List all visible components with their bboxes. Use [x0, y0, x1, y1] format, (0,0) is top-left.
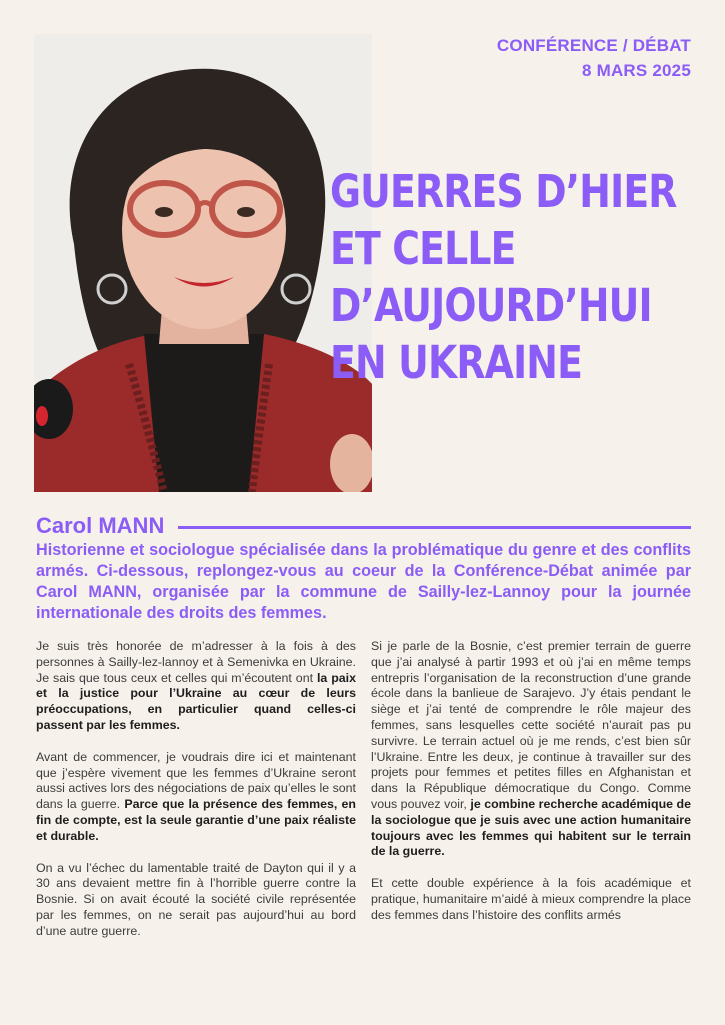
portrait-illustration: [34, 34, 372, 492]
left-column: [36, 639, 356, 956]
left-p2-bold: Parce que la présence des femmes, en fin de compte, est la seule garantie d’une paix réaliste et durable.: [36, 797, 356, 843]
left-p1-bold: la paix et la justice pour l’Ukraine au cœur de leurs préoccupations, en particulier quand celles-ci passent par les femmes.: [36, 670, 356, 732]
left-paragraph-1: [36, 639, 356, 734]
right-paragraph-1: [371, 639, 691, 860]
divider: [178, 526, 691, 529]
right-p1-bold: je combine recherche académique de la sociologue que je suis avec une action humanitaire toujours avec les femmes qui habitent sur le terrain de la guerre.: [371, 796, 691, 859]
intro-paragraph: Historienne et sociologue spécialisée dans la problématique du genre et des conflits armés. Ci-dessous, replongez-vous au coeur de la Conférence-Débat animée par Carol MANN, organisée par la commune de Sailly-lez-Lannoy pour la journée internationale des droits des femmes.: [36, 541, 691, 622]
right-p1-text: Si je parle de la Bosnie, c’est premier terrain de guerre que j’ai analysé à partir 1993 et où j’ai en même temps entrepris l’organisation de la reconstruction d’une grande école dans la banlieue de Sarajevo. J’y étais pendant le siège et j’ai tenté de comprendre le rôle majeur des femmes, sans lesquelles cette société n’aurait pas pu survivre. Le terrain actuel où je me rends, c’est bien sûr l’Ukraine. Entre les deux, je continue à travailler sur des projets pour femmes et petites filles en Afghanistan et dans la République démocratique du Congo. Comme vous pouvez voir,: [371, 639, 691, 811]
event-label: [497, 33, 691, 83]
right-column: [371, 639, 691, 940]
left-p2-text: Avant de commencer, je voudrais dire ici et maintenant que j’espère vivement que les femmes d’Ukraine seront aussi actives lors des négociations de paix qu’elles le sont dans la guerre.: [36, 749, 356, 812]
left-p1-text: Je suis très honorée de m’adresser à la fois à des personnes à Sailly-lez-lannoy et à Semenivka en Ukraine. Je sais que tous ceux et celles qui m’écoutent ont: [36, 639, 356, 685]
right-paragraph-2: Et cette double expérience à la fois académique et pratique, humanitaire m’aidé à mieux comprendre la place des femmes dans l’histoire des conflits armés: [371, 876, 691, 922]
title-line-2: ET CELLE: [330, 222, 516, 275]
event-date: 8 MARS 2025: [582, 61, 691, 80]
title-line-1: GUERRES D’HIER: [330, 165, 677, 218]
title-line-4: EN UKRAINE: [330, 336, 583, 389]
title-line-3: D’AUJOURD’HUI: [330, 279, 652, 332]
speaker-portrait: [34, 34, 372, 492]
left-paragraph-3: On a vu l’échec du lamentable traité de Dayton qui il y a 30 ans devaient mettre fin à l’horrible guerre contre la Bosnie. Si on avait écouté la société civile représentée par les femmes, on ne serait pas aujourd’hui au bord d’une autre guerre.: [36, 860, 356, 938]
page-title: [330, 163, 677, 391]
author-name: Carol MANN: [36, 513, 165, 538]
author-heading: [36, 512, 691, 540]
event-type: CONFÉRENCE / DÉBAT: [496, 36, 691, 55]
left-paragraph-2: [36, 750, 356, 845]
